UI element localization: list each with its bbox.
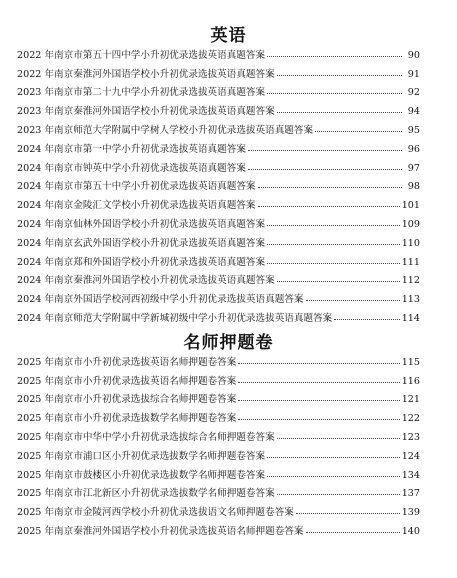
toc-entry-page-number: 122 [401, 413, 420, 425]
toc-dot-leader [238, 419, 399, 420]
toc-entry-title: 2025 年南京市鼓楼区小升初优录选拔数学名师押题卷答案 [17, 469, 266, 481]
toc-entry[interactable] [17, 306, 420, 325]
toc-dot-leader [306, 300, 400, 301]
toc-entry[interactable] [17, 482, 420, 501]
toc-entry-title: 2024 年南京市钟英中学小升初优录选拔英语真题答案 [17, 162, 246, 174]
toc-dot-leader [277, 75, 402, 76]
toc-entry-page-number: 124 [401, 450, 420, 462]
toc-dot-leader [267, 93, 402, 94]
toc-list-english [17, 43, 420, 325]
toc-entry-title: 2024 年南京外国语学校河西初级中学小升初优录选拔英语真题答案 [17, 294, 304, 306]
toc-dot-leader [267, 476, 400, 477]
toc-entry-title: 2025 年南京市江北新区小升初优录选拔数学名师押题卷答案 [17, 488, 275, 500]
toc-dot-leader [248, 150, 402, 151]
toc-entry-page-number: 134 [401, 469, 420, 481]
toc-entry-title: 2023 年南京师范大学附属中学树人学校小升初优录选拔英语真题答案 [17, 124, 314, 136]
toc-entry-page-number: 109 [401, 218, 420, 230]
section-title-mock-exams: 名师押题卷 [183, 333, 274, 353]
toc-entry-title: 2025 年南京市小升初优录选拔英语名师押题卷答案 [17, 356, 237, 368]
toc-entry-page-number: 101 [401, 200, 420, 212]
toc-entry[interactable] [17, 388, 420, 407]
toc-entry-page-number: 91 [407, 68, 420, 80]
toc-dot-leader [277, 438, 400, 439]
toc-entry[interactable] [17, 463, 420, 482]
toc-entry-page-number: 97 [407, 162, 420, 174]
toc-dot-leader [334, 319, 399, 320]
toc-entry-page-number: 90 [407, 49, 420, 61]
toc-entry[interactable] [17, 269, 420, 288]
toc-entry[interactable] [17, 99, 420, 118]
toc-entry[interactable] [17, 175, 420, 194]
toc-entry-title: 2023 年南京秦淮河外国语学校小升初优录选拔英语真题答案 [17, 106, 275, 118]
toc-entry-title: 2025 年南京市小升初优录选拔英语名师押题卷答案 [17, 375, 237, 387]
toc-entry[interactable] [17, 406, 420, 425]
toc-entry-page-number: 94 [407, 106, 420, 118]
toc-entry[interactable] [17, 500, 420, 519]
toc-dot-leader [296, 513, 400, 514]
toc-entry-page-number: 112 [401, 275, 420, 287]
toc-entry-title: 2023 年南京市第二十九中学小升初优录选拔英语真题答案 [17, 87, 266, 99]
toc-dot-leader [306, 532, 400, 533]
section-title-english: 英语 [210, 26, 247, 46]
toc-entry-title: 2025 年南京市浦口区小升初优录选拔数学名师押题卷答案 [17, 450, 266, 462]
toc-entry-title: 2024 年南京市第五十中学小升初优录选拔英语真题答案 [17, 181, 256, 193]
toc-entry[interactable] [17, 250, 420, 269]
toc-entry-title: 2022 年南京市第五十四中学小升初优录选拔英语真题答案 [17, 49, 266, 61]
toc-entry[interactable] [17, 350, 420, 369]
toc-entry[interactable] [17, 444, 420, 463]
toc-entry-page-number: 121 [401, 394, 420, 406]
toc-entry-page-number: 140 [401, 525, 420, 537]
toc-entry-page-number: 113 [401, 294, 420, 306]
toc-entry-title: 2024 年南京师范大学附属中学新城初级中学小升初优录选拔英语真题答案 [17, 312, 333, 324]
toc-list-mock-exams [17, 350, 420, 538]
toc-dot-leader [267, 225, 400, 226]
toc-entry-page-number: 96 [407, 143, 420, 155]
toc-entry-title: 2024 年南京金陵汇文学校小升初优录选拔英语真题答案 [17, 200, 256, 212]
toc-entry-page-number: 123 [401, 431, 420, 443]
toc-entry-page-number: 98 [407, 181, 420, 193]
toc-entry-page-number: 95 [407, 124, 420, 136]
toc-entry-page-number: 116 [401, 375, 420, 387]
toc-dot-leader [315, 131, 402, 132]
toc-entry-page-number: 137 [401, 488, 420, 500]
toc-entry-title: 2022 年南京秦淮河外国语学校小升初优录选拔英语真题答案 [17, 68, 275, 80]
toc-entry-page-number: 139 [401, 507, 420, 519]
toc-dot-leader [277, 112, 402, 113]
toc-dot-leader [267, 457, 400, 458]
toc-entry[interactable] [17, 81, 420, 100]
toc-entry[interactable] [17, 212, 420, 231]
toc-dot-leader [248, 169, 402, 170]
toc-entry-page-number: 115 [401, 356, 420, 368]
toc-dot-leader [277, 281, 400, 282]
toc-entry[interactable] [17, 62, 420, 81]
toc-entry-page-number: 111 [401, 256, 420, 268]
toc-entry[interactable] [17, 156, 420, 175]
toc-entry[interactable] [17, 137, 420, 156]
toc-entry-title: 2024 年南京市第一中学小升初优录选拔英语真题答案 [17, 143, 246, 155]
toc-dot-leader [258, 206, 400, 207]
toc-entry[interactable] [17, 193, 420, 212]
toc-entry[interactable] [17, 519, 420, 538]
toc-entry[interactable] [17, 369, 420, 388]
toc-entry-title: 2024 年南京玄武外国语学校小升初优录选拔英语真题答案 [17, 237, 266, 249]
toc-entry-title: 2024 年南京秦淮河外国语学校小升初优录选拔英语真题答案 [17, 275, 275, 287]
toc-entry[interactable] [17, 231, 420, 250]
toc-dot-leader [267, 263, 400, 264]
toc-entry-page-number: 110 [401, 237, 420, 249]
toc-entry-title: 2024 年南京郑和外国语学校小升初优录选拔英语真题答案 [17, 256, 266, 268]
toc-entry[interactable] [17, 425, 420, 444]
toc-entry-title: 2025 年南京市金陵河西学校小升初优录选拔语文名师押题卷答案 [17, 507, 294, 519]
toc-entry-title: 2025 年南京市中华中学小升初优录选拔综合名师押题卷答案 [17, 431, 275, 443]
toc-dot-leader [267, 56, 402, 57]
toc-dot-leader [258, 187, 402, 188]
toc-entry[interactable] [17, 118, 420, 137]
toc-entry[interactable] [17, 43, 420, 62]
toc-entry-page-number: 114 [401, 312, 420, 324]
toc-entry-title: 2024 年南京仙林外国语学校小升初优录选拔英语真题答案 [17, 218, 266, 230]
toc-entry-title: 2025 年南京秦淮河外国语学校小升初优录选拔英语名师押题卷答案 [17, 525, 304, 537]
toc-entry-title: 2025 年南京市小升初优录选拔数学名师押题卷答案 [17, 413, 237, 425]
toc-entry-title: 2025 年南京市小升初优录选拔综合名师押题卷答案 [17, 394, 237, 406]
toc-entry-page-number: 92 [407, 87, 420, 99]
toc-dot-leader [277, 494, 400, 495]
toc-dot-leader [238, 400, 399, 401]
toc-entry[interactable] [17, 287, 420, 306]
toc-dot-leader [267, 244, 400, 245]
toc-dot-leader [238, 363, 399, 364]
toc-dot-leader [238, 382, 399, 383]
